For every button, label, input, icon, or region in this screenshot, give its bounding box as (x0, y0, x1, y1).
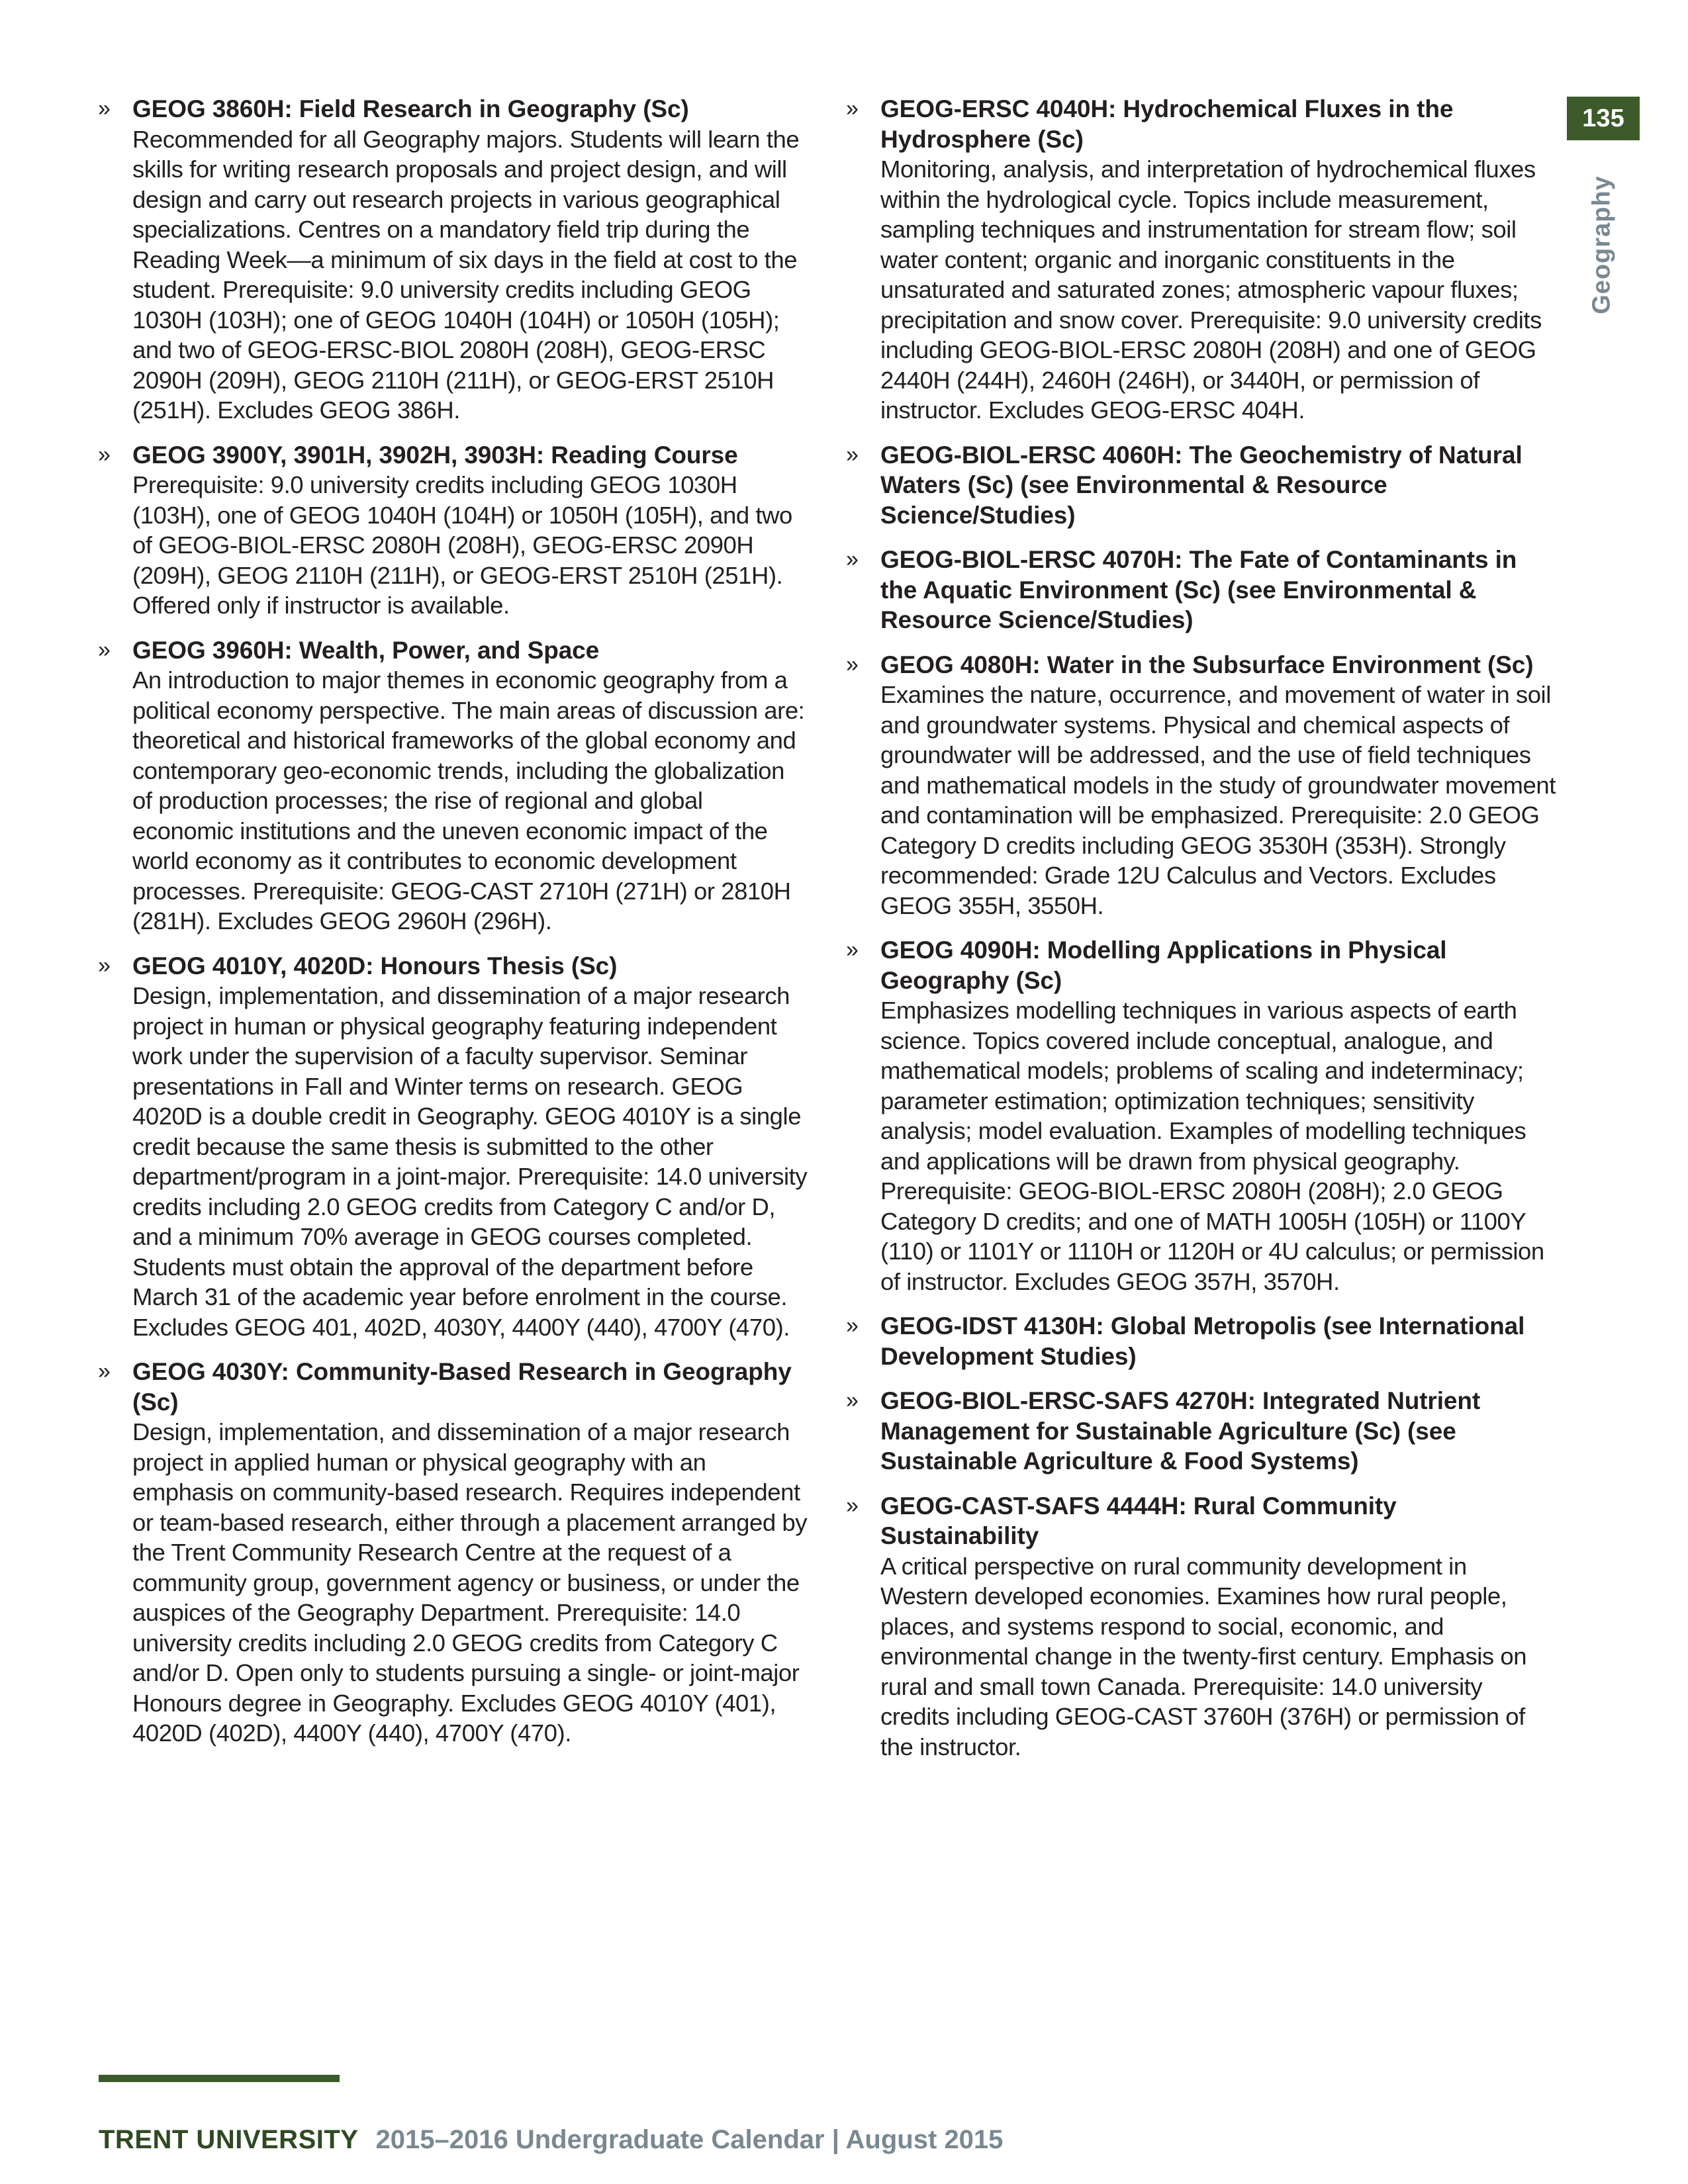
course-entry (94, 951, 808, 1343)
course-title: GEOG-ERSC 4040H: Hydrochemical Fluxes in the Hydrosphere (Sc) (880, 95, 1454, 153)
course-entry (94, 440, 808, 621)
course-description: Design, implementation, and dissemination of a major research project in human or physical geography featuring independent work under the supervision of a faculty supervisor. Seminar presentations in Fall and Winter terms on research. GEOG 4020D is a double credit in Geography. GEOG 4010Y is a single credit because the same thesis is submitted to the other department/program in a joint-major. Prerequisite: 14.0 university credits including 2.0 GEOG credits from Category C and/or D, and a minimum 70% average in GEOG courses completed. Students must obtain the approval of the department before March 31 of the academic year before enrolment in the course. Excludes GEOG 401, 402D, 4030Y, 4400Y (440), 4700Y (470). (132, 982, 808, 1341)
course-title: GEOG-CAST-SAFS 4444H: Rural Community Sustainability (880, 1492, 1397, 1549)
chevron-bullet-icon: » (846, 547, 859, 572)
page-number-badge: 135 (1567, 97, 1640, 140)
course-description: Prerequisite: 9.0 university credits including GEOG 1030H (103H), one of GEOG 1040H (104H) or 1050H (105H), and two of GEOG-BIOL-ERSC 2080H (208H), GEOG-ERSC 2090H (209H), GEOG 2110H (211H), or GEOG-ERST 2510H (251H). Offered only if instructor is available. (132, 471, 792, 619)
course-entry (94, 94, 808, 426)
course-description: Examines the nature, occurrence, and movement of water in soil and groundwater systems. Physical and chemical aspects of groundwater will be addressed, and the use of field techniques and mathematical models in the study of groundwater movement and contamination will be emphasized. Prerequisite: 2.0 GEOG Category D credits including GEOG 3530H (353H). Strongly recommended: Grade 12U Calculus and Vectors. Excludes GEOG 355H, 3550H. (880, 681, 1556, 919)
footer-university: TRENT UNIVERSITY (99, 2125, 359, 2154)
course-title: GEOG 4030Y: Community-Based Research in Geography (Sc) (132, 1358, 792, 1416)
course-title: GEOG 4010Y, 4020D: Honours Thesis (Sc) (132, 952, 618, 979)
footer-rule (99, 2075, 340, 2082)
footer-calendar-info: 2015–2016 Undergraduate Calendar | August 2015 (375, 2125, 1004, 2154)
course-entry (94, 1357, 808, 1749)
course-entry (842, 1386, 1556, 1477)
chevron-bullet-icon: » (98, 952, 111, 978)
chevron-bullet-icon: » (846, 441, 859, 467)
course-title: GEOG-BIOL-ERSC 4060H: The Geochemistry of Natural Waters (Sc) (see Environmental & Resource Science/Studies) (880, 441, 1523, 529)
course-description: A critical perspective on rural community development in Western developed economies. Examines how rural people, places, and systems respond to social, economic, and environmental change in the twenty-first century. Emphasis on rural and small town Canada. Prerequisite: 14.0 university credits including GEOG-CAST 3760H (376H) or permission of the instructor. (880, 1552, 1527, 1760)
section-tab-label: Geography (1587, 175, 1616, 314)
course-title: GEOG-IDST 4130H: Global Metropolis (see International Development Studies) (880, 1312, 1525, 1370)
chevron-bullet-icon: » (98, 441, 111, 467)
course-entry (842, 1491, 1556, 1762)
course-entry (842, 935, 1556, 1297)
course-entry (842, 545, 1556, 635)
course-entry (842, 1311, 1556, 1371)
course-description: Monitoring, analysis, and interpretation of hydrochemical fluxes within the hydrological cycle. Topics include measurement, sampling techniques and instrumentation for stream flow; soil water content; organic and inorganic constituents in the unsaturated and saturated zones; atmospheric vapour fluxes; precipitation and snow cover. Prerequisite: 9.0 university credits including GEOG-BIOL-ERSC 2080H (208H) and one of GEOG 2440H (244H), 2460H (246H), or 3440H, or permission of instructor. Excludes GEOG-ERSC 404H. (880, 156, 1542, 424)
course-title: GEOG 3960H: Wealth, Power, and Space (132, 636, 600, 664)
course-title: GEOG 4080H: Water in the Subsurface Environment (Sc) (880, 651, 1534, 678)
chevron-bullet-icon: » (98, 637, 111, 662)
right-column (842, 94, 1556, 1776)
course-entry (842, 94, 1556, 426)
course-title: GEOG 3900Y, 3901H, 3902H, 3903H: Reading Course (132, 441, 738, 469)
course-title: GEOG 4090H: Modelling Applications in Physical Geography (Sc) (880, 936, 1447, 994)
course-entry (842, 650, 1556, 921)
chevron-bullet-icon: » (846, 1313, 859, 1338)
course-entry (94, 635, 808, 936)
course-entry (842, 440, 1556, 531)
chevron-bullet-icon: » (846, 651, 859, 677)
chevron-bullet-icon: » (846, 1492, 859, 1518)
page-footer (99, 2123, 1003, 2156)
left-column (94, 94, 808, 1763)
chevron-bullet-icon: » (846, 937, 859, 962)
chevron-bullet-icon: » (98, 96, 111, 121)
chevron-bullet-icon: » (98, 1359, 111, 1384)
course-description: Emphasizes modelling techniques in various aspects of earth science. Topics covered include conceptual, analogue, and mathematical models; problems of scaling and indeterminacy; parameter estimation; optimization techniques; sensitivity analysis; model evaluation. Examples of modelling techniques and applications will be drawn from physical geography. Prerequisite: GEOG-BIOL-ERSC 2080H (208H); 2.0 GEOG Category D credits; and one of MATH 1005H (105H) or 1100Y (110) or 1101Y or 1110H or 1120H or 4U calculus; or permission of instructor. Excludes GEOG 357H, 3570H. (880, 997, 1544, 1295)
course-title: GEOG-BIOL-ERSC 4070H: The Fate of Contaminants in the Aquatic Environment (Sc) (see Environmental & Resource Science/Studies) (880, 546, 1517, 633)
course-description: Recommended for all Geography majors. Students will learn the skills for writing research proposals and project design, and will design and carry out research projects in various geographical specializations. Centres on a mandatory field trip during the Reading Week—a minimum of six days in the field at cost to the student. Prerequisite: 9.0 university credits including GEOG 1030H (103H); one of GEOG 1040H (104H) or 1050H (105H); and two of GEOG-ERSC-BIOL 2080H (208H), GEOG-ERSC 2090H (209H), GEOG 2110H (211H), or GEOG-ERST 2510H (251H). Excludes GEOG 386H. (132, 125, 800, 424)
course-title: GEOG-BIOL-ERSC-SAFS 4270H: Integrated Nutrient Management for Sustainable Agriculture (Sc) (see Sustainable Agriculture & Food Systems) (880, 1387, 1481, 1475)
chevron-bullet-icon: » (846, 1388, 859, 1413)
course-description: Design, implementation, and dissemination of a major research project in applied human or physical geography with an emphasis on community-based research. Requires independent or team-based research, either through a placement arranged by the Trent Community Research Centre at the request of a community group, government agency or business, or under the auspices of the Geography Department. Prerequisite: 14.0 university credits including 2.0 GEOG credits from Category C and/or D. Open only to students pursuing a single- or joint-major Honours degree in Geography. Excludes GEOG 4010Y (401), 4020D (402D), 4400Y (440), 4700Y (470). (132, 1418, 808, 1747)
course-title: GEOG 3860H: Field Research in Geography (Sc) (132, 95, 689, 122)
chevron-bullet-icon: » (846, 96, 859, 121)
course-description: An introduction to major themes in economic geography from a political economy perspective. The main areas of discussion are: theoretical and historical frameworks of the global economy and contemporary geo-economic trends, including the globalization of production processes; the rise of regional and global economic institutions and the uneven economic impact of the world economy as it contributes to economic development processes. Prerequisite: GEOG-CAST 2710H (271H) or 2810H (281H). Excludes GEOG 2960H (296H). (132, 666, 805, 934)
